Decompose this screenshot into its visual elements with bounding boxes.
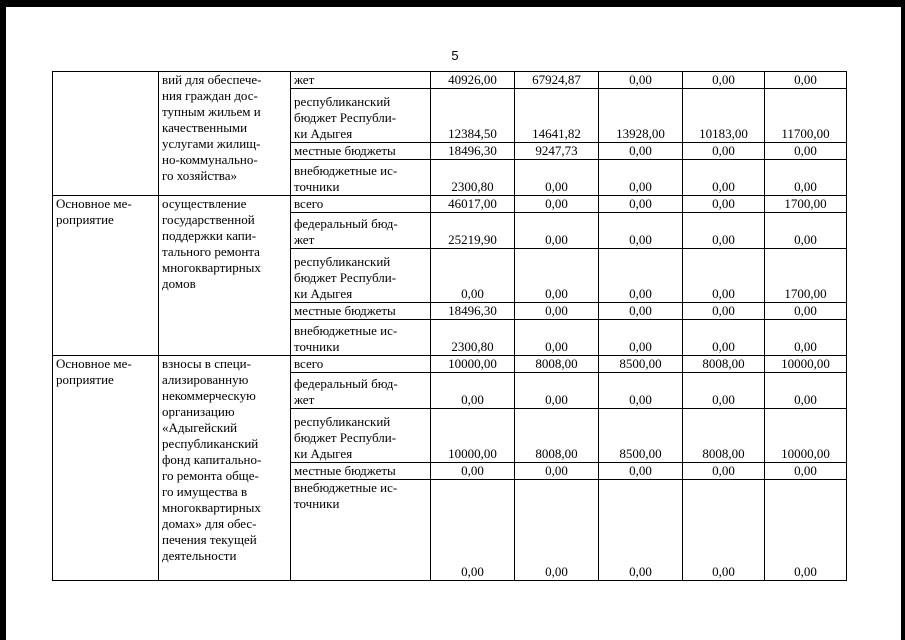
value-cell: 8008,00 bbox=[683, 409, 765, 463]
value-cell: 0,00 bbox=[765, 160, 847, 196]
value-cell: 13928,00 bbox=[599, 89, 683, 143]
value-cell: 0,00 bbox=[599, 72, 683, 89]
value-cell: 0,00 bbox=[599, 320, 683, 356]
value-cell: 0,00 bbox=[683, 480, 765, 581]
value-cell: 0,00 bbox=[599, 303, 683, 320]
value-cell: 0,00 bbox=[683, 160, 765, 196]
page-number: 5 bbox=[451, 48, 459, 63]
activity-type-cell bbox=[53, 72, 159, 196]
value-cell: 0,00 bbox=[515, 373, 599, 409]
value-cell: 0,00 bbox=[431, 373, 515, 409]
value-cell: 18496,30 bbox=[431, 143, 515, 160]
value-cell: 10183,00 bbox=[683, 89, 765, 143]
activity-name-cell: взносы в специ- ализированную некоммерческую организацию «Адыгейский республиканский фонд капитально- го ремонта обще- го имущества в многоквартирных домах» для обес- печения текущей деятельности bbox=[159, 356, 291, 581]
value-cell: 10000,00 bbox=[765, 409, 847, 463]
value-cell: 0,00 bbox=[599, 463, 683, 480]
funding-source-cell: федеральный бюд- жет bbox=[291, 213, 431, 249]
value-cell: 0,00 bbox=[515, 320, 599, 356]
scan-border-top bbox=[0, 0, 905, 7]
value-cell: 67924,87 bbox=[515, 72, 599, 89]
value-cell: 0,00 bbox=[765, 303, 847, 320]
funding-source-cell: местные бюджеты bbox=[291, 463, 431, 480]
funding-source-cell: всего bbox=[291, 196, 431, 213]
value-cell: 11700,00 bbox=[765, 89, 847, 143]
value-cell: 0,00 bbox=[515, 213, 599, 249]
value-cell: 0,00 bbox=[683, 213, 765, 249]
value-cell: 25219,90 bbox=[431, 213, 515, 249]
value-cell: 0,00 bbox=[765, 373, 847, 409]
value-cell: 0,00 bbox=[683, 72, 765, 89]
value-cell: 0,00 bbox=[765, 72, 847, 89]
funding-source-cell: всего bbox=[291, 356, 431, 373]
value-cell: 0,00 bbox=[683, 463, 765, 480]
value-cell: 46017,00 bbox=[431, 196, 515, 213]
value-cell: 8500,00 bbox=[599, 356, 683, 373]
funding-source-cell: республиканский бюджет Республи- ки Адыгея bbox=[291, 409, 431, 463]
value-cell: 0,00 bbox=[515, 249, 599, 303]
value-cell: 0,00 bbox=[765, 480, 847, 581]
value-cell: 0,00 bbox=[599, 213, 683, 249]
value-cell: 0,00 bbox=[683, 373, 765, 409]
budget-table bbox=[52, 71, 847, 581]
value-cell: 0,00 bbox=[765, 320, 847, 356]
value-cell: 8008,00 bbox=[683, 356, 765, 373]
value-cell: 10000,00 bbox=[431, 409, 515, 463]
value-cell: 0,00 bbox=[515, 463, 599, 480]
value-cell: 0,00 bbox=[515, 480, 599, 581]
scan-border-right bbox=[901, 0, 905, 640]
funding-source-cell: внебюджетные ис- точники bbox=[291, 480, 431, 581]
value-cell: 0,00 bbox=[765, 143, 847, 160]
value-cell: 2300,80 bbox=[431, 160, 515, 196]
value-cell: 8008,00 bbox=[515, 356, 599, 373]
value-cell: 10000,00 bbox=[431, 356, 515, 373]
funding-source-cell: местные бюджеты bbox=[291, 143, 431, 160]
value-cell: 0,00 bbox=[431, 480, 515, 581]
activity-type-cell: Основное ме- роприятие bbox=[53, 356, 159, 581]
table-row bbox=[53, 72, 847, 89]
value-cell: 10000,00 bbox=[765, 356, 847, 373]
value-cell: 14641,82 bbox=[515, 89, 599, 143]
activity-name-cell: осуществление государственной поддержки капи- тального ремонта многоквартирных домов bbox=[159, 196, 291, 356]
value-cell: 0,00 bbox=[599, 160, 683, 196]
value-cell: 0,00 bbox=[599, 249, 683, 303]
value-cell: 0,00 bbox=[515, 160, 599, 196]
activity-name-cell: вий для обеспече- ния граждан дос- тупным жильем и качественными услугами жилищ- но-коммунально- го хозяйства» bbox=[159, 72, 291, 196]
value-cell: 0,00 bbox=[599, 373, 683, 409]
funding-source-cell: жет bbox=[291, 72, 431, 89]
value-cell: 8008,00 bbox=[515, 409, 599, 463]
value-cell: 8500,00 bbox=[599, 409, 683, 463]
funding-source-cell: местные бюджеты bbox=[291, 303, 431, 320]
value-cell: 0,00 bbox=[431, 249, 515, 303]
value-cell: 0,00 bbox=[515, 303, 599, 320]
table-row bbox=[53, 196, 847, 213]
value-cell: 2300,80 bbox=[431, 320, 515, 356]
funding-source-cell: республиканский бюджет Республи- ки Адыгея bbox=[291, 89, 431, 143]
value-cell: 40926,00 bbox=[431, 72, 515, 89]
value-cell: 0,00 bbox=[599, 143, 683, 160]
value-cell: 0,00 bbox=[683, 196, 765, 213]
value-cell: 0,00 bbox=[765, 463, 847, 480]
scan-border-left bbox=[0, 0, 6, 640]
value-cell: 1700,00 bbox=[765, 249, 847, 303]
value-cell: 0,00 bbox=[765, 213, 847, 249]
activity-type-cell: Основное ме- роприятие bbox=[53, 196, 159, 356]
value-cell: 0,00 bbox=[431, 463, 515, 480]
value-cell: 1700,00 bbox=[765, 196, 847, 213]
value-cell: 0,00 bbox=[599, 196, 683, 213]
value-cell: 0,00 bbox=[683, 320, 765, 356]
value-cell: 0,00 bbox=[683, 303, 765, 320]
value-cell: 0,00 bbox=[599, 480, 683, 581]
value-cell: 0,00 bbox=[683, 143, 765, 160]
funding-source-cell: внебюджетные ис- точники bbox=[291, 160, 431, 196]
value-cell: 9247,73 bbox=[515, 143, 599, 160]
table-row bbox=[53, 356, 847, 373]
value-cell: 0,00 bbox=[683, 249, 765, 303]
funding-source-cell: внебюджетные ис- точники bbox=[291, 320, 431, 356]
value-cell: 0,00 bbox=[515, 196, 599, 213]
value-cell: 12384,50 bbox=[431, 89, 515, 143]
funding-source-cell: федеральный бюд- жет bbox=[291, 373, 431, 409]
budget-table-body bbox=[53, 72, 847, 581]
value-cell: 18496,30 bbox=[431, 303, 515, 320]
funding-source-cell: республиканский бюджет Республи- ки Адыгея bbox=[291, 249, 431, 303]
